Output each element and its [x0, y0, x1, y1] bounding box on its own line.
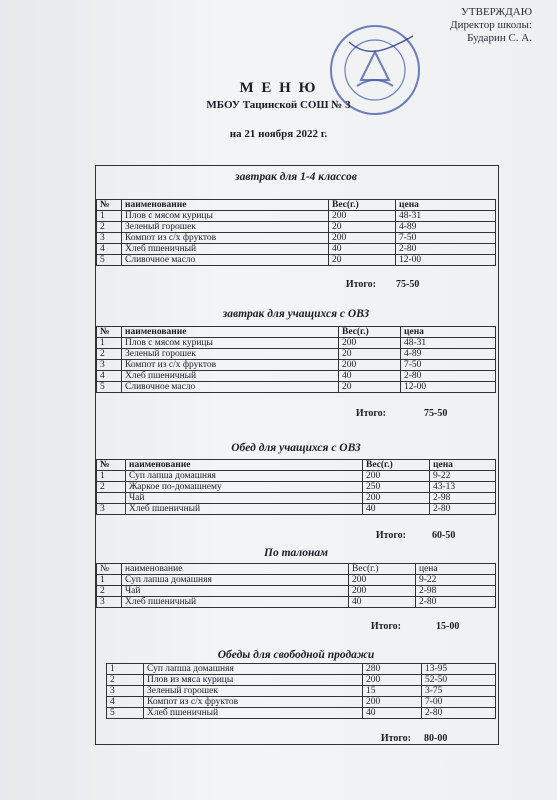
total-value: 80-00	[424, 733, 448, 744]
total-label: Итого:	[370, 621, 401, 632]
table-row: 3 Зеленый горошек 15 3-75	[107, 686, 496, 697]
table-row: 3 Хлеб пшеничный 40 2-80	[97, 597, 496, 608]
table-row: 2 Плов из мяса курицы 200 52-50	[107, 675, 496, 686]
table-row: 1 Суп лапша домашняя 200 9-22	[97, 471, 496, 482]
total-label: Итого:	[375, 530, 406, 541]
total-value: 75-50	[424, 408, 448, 419]
table-header: № наименование Вес(г.) цена	[97, 460, 496, 471]
section-lunch-ovz	[96, 442, 496, 454]
table-row: 4 Компот из с/х фруктов 200 7-00	[107, 697, 496, 708]
table-header: № наименование Вес(г.) цена	[97, 327, 496, 338]
section-title: завтрак для 1-4 классов	[235, 171, 357, 183]
menu-date: на 21 ноября 2022 г.	[229, 128, 328, 140]
section-breakfast-1-4	[96, 171, 496, 183]
approval-position: Директор школы:	[450, 19, 532, 31]
section-title: завтрак для учащихся с ОВЗ	[222, 308, 370, 320]
page-title: М Е Н Ю	[239, 80, 318, 96]
school-name: МБОУ Тацинской СОШ № 3	[206, 99, 351, 111]
table-row: 2 Жаркое по-домашнему 250 43-13	[97, 482, 496, 493]
table-row: 5 Хлеб пшеничный 40 2-80	[107, 708, 496, 719]
table-row: 1 Суп лапша домашняя 200 9-22	[97, 575, 496, 586]
menu-table	[106, 663, 496, 719]
section-title: Обеды для свободной продажи	[217, 649, 375, 661]
table-row: Чай 200 2-98	[97, 493, 496, 504]
total-value: 75-50	[396, 279, 420, 290]
total-label: Итого:	[345, 279, 376, 290]
table-row: 1 Плов с мясом курицы 200 48-31	[97, 211, 496, 222]
total-label: Итого:	[380, 733, 411, 744]
menu-frame	[95, 165, 499, 745]
table-row: 5 Сливочное масло 20 12-00	[97, 382, 496, 393]
section-title: Обед для учащихся с ОВЗ	[231, 442, 361, 454]
total-value: 15-00	[436, 621, 460, 632]
section-coupons	[96, 547, 496, 559]
table-row: 4 Хлеб пшеничный 40 2-80	[97, 244, 496, 255]
table-row: 1 Суп лапша домашняя 280 13-95	[107, 664, 496, 675]
menu-table	[96, 563, 496, 608]
table-row: 1 Плов с мясом курицы 200 48-31	[97, 338, 496, 349]
menu-table	[96, 459, 496, 515]
menu-table	[96, 199, 496, 266]
menu-table	[96, 326, 496, 393]
table-row: 4 Хлеб пшеничный 40 2-80	[97, 371, 496, 382]
section-free-sale	[96, 649, 496, 661]
approval-block	[450, 6, 532, 45]
table-row: 3 Хлеб пшеничный 40 2-80	[97, 504, 496, 515]
table-row: 2 Чай 200 2-98	[97, 586, 496, 597]
total-label: Итого:	[355, 408, 386, 419]
table-header: № наименование Вес(г.) цена	[97, 564, 496, 575]
approval-title: УТВЕРЖДАЮ	[461, 6, 532, 18]
table-row: 5 Сливочное масло 20 12-00	[97, 255, 496, 266]
table-row: 3 Компот из с/х фруктов 200 7-50	[97, 233, 496, 244]
total-value: 60-50	[432, 530, 456, 541]
section-breakfast-ovz	[96, 308, 496, 320]
table-row: 2 Зеленый горошек 20 4-89	[97, 349, 496, 360]
table-header: № наименование Вес(г.) цена	[97, 200, 496, 211]
section-title: По талонам	[264, 547, 328, 559]
table-row: 2 Зеленый горошек 20 4-89	[97, 222, 496, 233]
approval-name: Бударин С. А.	[467, 32, 532, 44]
table-row: 3 Компот из с/х фруктов 200 7-50	[97, 360, 496, 371]
